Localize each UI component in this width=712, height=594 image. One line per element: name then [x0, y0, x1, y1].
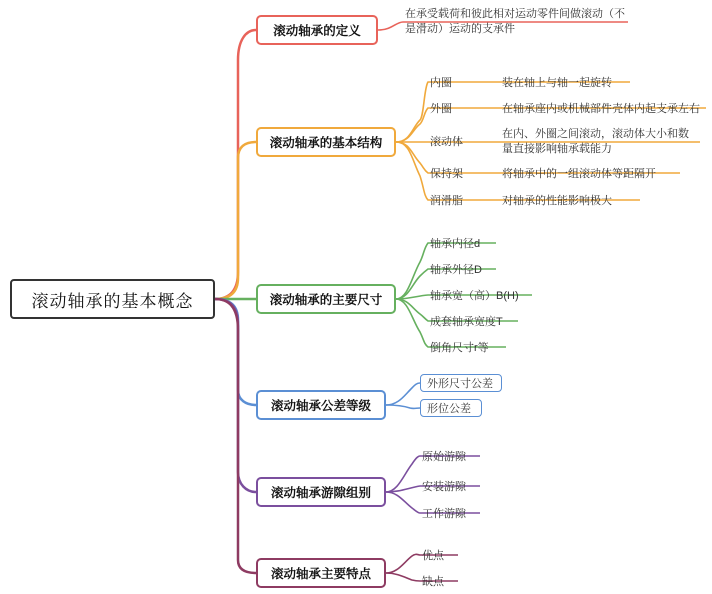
leaf-node-structure-0[interactable]: 内圈	[430, 77, 452, 89]
branch-node-structure[interactable]: 滚动轴承的基本结构	[256, 127, 396, 157]
leaf-node-structure-9[interactable]: 对轴承的性能影响极大	[502, 195, 612, 207]
leaf-node-structure-8[interactable]: 润滑脂	[430, 195, 463, 207]
leaf-node-tolerance-1[interactable]: 形位公差	[420, 399, 482, 417]
leaf-node-dimensions-3[interactable]: 成套轴承宽度T	[430, 316, 503, 328]
leaf-node-clearance-1[interactable]: 安装游隙	[422, 481, 466, 493]
leaf-node-structure-5[interactable]: 在内、外圈之间滚动，滚动体大小和数量直接影响轴承载能力	[502, 128, 689, 155]
branch-node-clearance[interactable]: 滚动轴承游隙组别	[256, 477, 386, 507]
leaf-node-tolerance-0[interactable]: 外形尺寸公差	[420, 374, 502, 392]
leaf-node-clearance-2[interactable]: 工作游隙	[422, 508, 466, 520]
branch-node-definition[interactable]: 滚动轴承的定义	[256, 15, 378, 45]
leaf-node-structure-4[interactable]: 滚动体	[430, 136, 463, 148]
root-node[interactable]: 滚动轴承的基本概念	[10, 279, 215, 319]
leaf-node-dimensions-2[interactable]: 轴承宽（高）B(H)	[430, 290, 519, 302]
leaf-node-structure-6[interactable]: 保持架	[430, 168, 463, 180]
leaf-node-structure-3[interactable]: 在轴承座内或机械部件壳体内起支承左右	[502, 103, 700, 115]
leaf-node-features-1[interactable]: 缺点	[422, 576, 444, 588]
branch-node-tolerance[interactable]: 滚动轴承公差等级	[256, 390, 386, 420]
leaf-node-dimensions-4[interactable]: 倒角尺寸r等	[430, 342, 489, 354]
leaf-node-clearance-0[interactable]: 原始游隙	[422, 451, 466, 463]
leaf-node-structure-1[interactable]: 装在轴上与轴一起旋转	[502, 77, 612, 89]
leaf-node-structure-7[interactable]: 将轴承中的一组滚动体等距隔开	[502, 168, 656, 180]
leaf-node-definition-0[interactable]: 在承受载荷和彼此相对运动零件间做滚动（不是滑动）运动的支承件	[405, 8, 625, 35]
leaf-node-dimensions-1[interactable]: 轴承外径D	[430, 264, 482, 276]
leaf-node-dimensions-0[interactable]: 轴承内径d	[430, 238, 481, 250]
leaf-node-structure-2[interactable]: 外圈	[430, 103, 452, 115]
branch-node-dimensions[interactable]: 滚动轴承的主要尺寸	[256, 284, 396, 314]
leaf-node-features-0[interactable]: 优点	[422, 550, 444, 562]
branch-node-features[interactable]: 滚动轴承主要特点	[256, 558, 386, 588]
